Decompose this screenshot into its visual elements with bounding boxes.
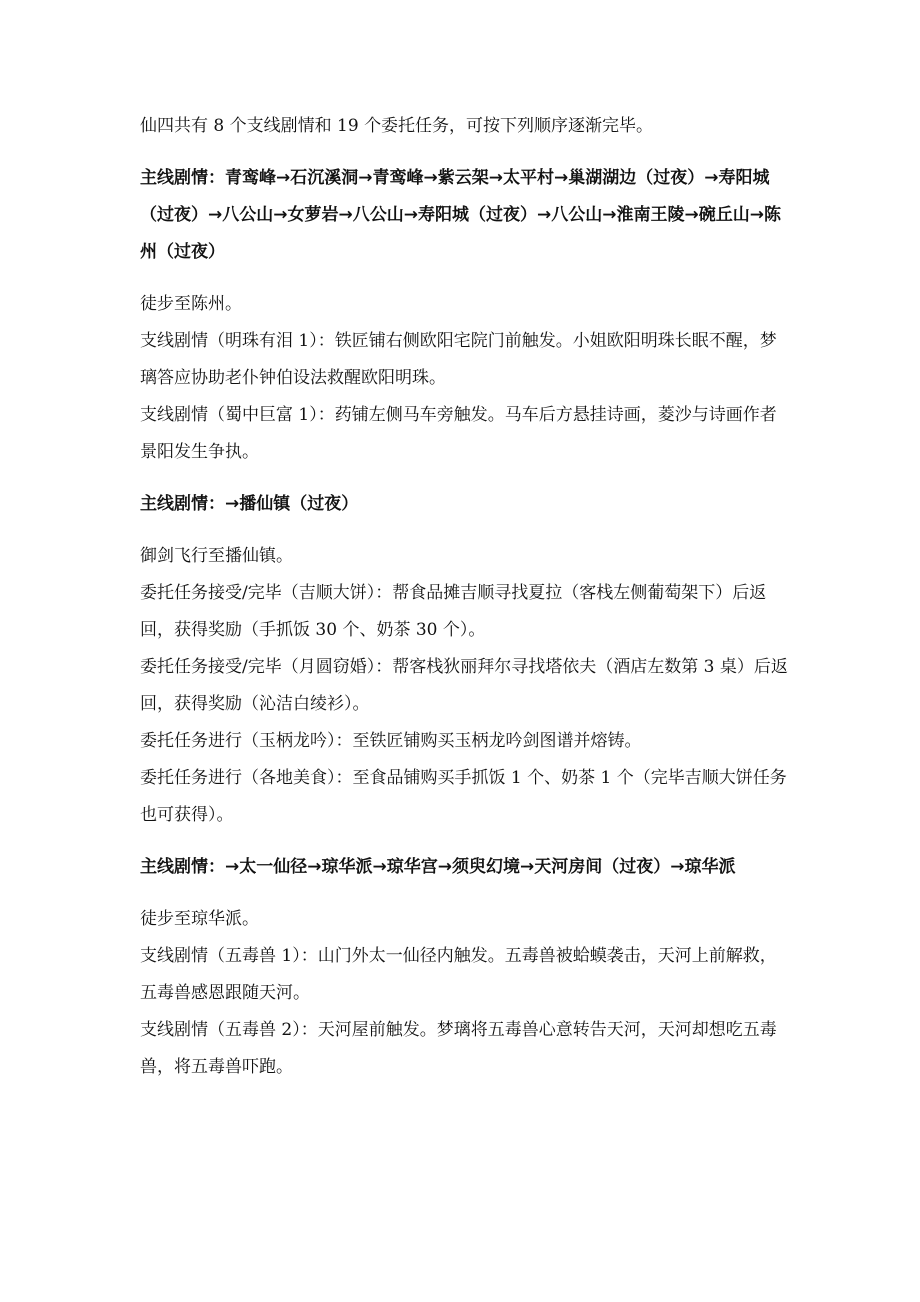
- main-plot-heading: 主线剧情：→太一仙径→琼华派→琼华宫→须臾幻境→天河房间（过夜）→琼华派: [140, 857, 736, 877]
- paragraph: 徒步至琼华派。: [140, 909, 259, 929]
- spacer: [140, 523, 790, 538]
- main-plot-heading: 主线剧情：→播仙镇（过夜）: [140, 494, 359, 514]
- spacer: [140, 834, 790, 849]
- paragraph: 委托任务接受/完毕（月圆窃婚）：帮客栈狄丽拜尔寻找塔依夫（酒店左数第 3 桌）后返回，获得奖励（沁洁白绫衫）。: [140, 657, 788, 714]
- spacer: [140, 271, 790, 286]
- paragraph: 支线剧情（明珠有泪 1）：铁匠铺右侧欧阳宅院门前触发。小姐欧阳明珠长眠不醒，梦璃答应协助老仆钟伯设法救醒欧阳明珠。: [140, 331, 777, 388]
- paragraph: 徒步至陈州。: [140, 294, 242, 314]
- main-plot-heading: 主线剧情：青鸾峰→石沉溪洞→青鸾峰→紫云架→太平村→巢湖湖边（过夜）→寿阳城（过夜）→八公山→女萝岩→八公山→寿阳城（过夜）→八公山→淮南王陵→碗丘山→陈州（过夜）: [140, 168, 781, 262]
- paragraph: 御剑飞行至播仙镇。: [140, 546, 293, 566]
- spacer: [140, 145, 790, 160]
- spacer: [140, 886, 790, 901]
- paragraph: 委托任务接受/完毕（吉顺大饼）：帮食品摊吉顺寻找夏拉（客栈左侧葡萄架下）后返回，获得奖励（手抓饭 30 个、奶茶 30 个）。: [140, 583, 767, 640]
- paragraph: 委托任务进行（各地美食）：至食品铺购买手抓饭 1 个、奶茶 1 个（完毕吉顺大饼任务也可获得）。: [140, 768, 787, 825]
- paragraph: 支线剧情（蜀中巨富 1）：药铺左侧马车旁触发。马车后方悬挂诗画，菱沙与诗画作者景阳发生争执。: [140, 405, 777, 462]
- document-page: [140, 108, 790, 1086]
- intro-paragraph: 仙四共有 8 个支线剧情和 19 个委托任务，可按下列顺序逐渐完毕。: [140, 116, 654, 136]
- paragraph: 委托任务进行（玉柄龙吟）：至铁匠铺购买玉柄龙吟剑图谱并熔铸。: [140, 731, 642, 751]
- paragraph: 支线剧情（五毒兽 1）：山门外太一仙径内触发。五毒兽被蛤蟆袭击，天河上前解救，五毒兽感恩跟随天河。: [140, 946, 777, 1003]
- paragraph: 支线剧情（五毒兽 2）：天河屋前触发。梦璃将五毒兽心意转告天河，天河却想吃五毒兽，将五毒兽吓跑。: [140, 1020, 777, 1077]
- spacer: [140, 471, 790, 486]
